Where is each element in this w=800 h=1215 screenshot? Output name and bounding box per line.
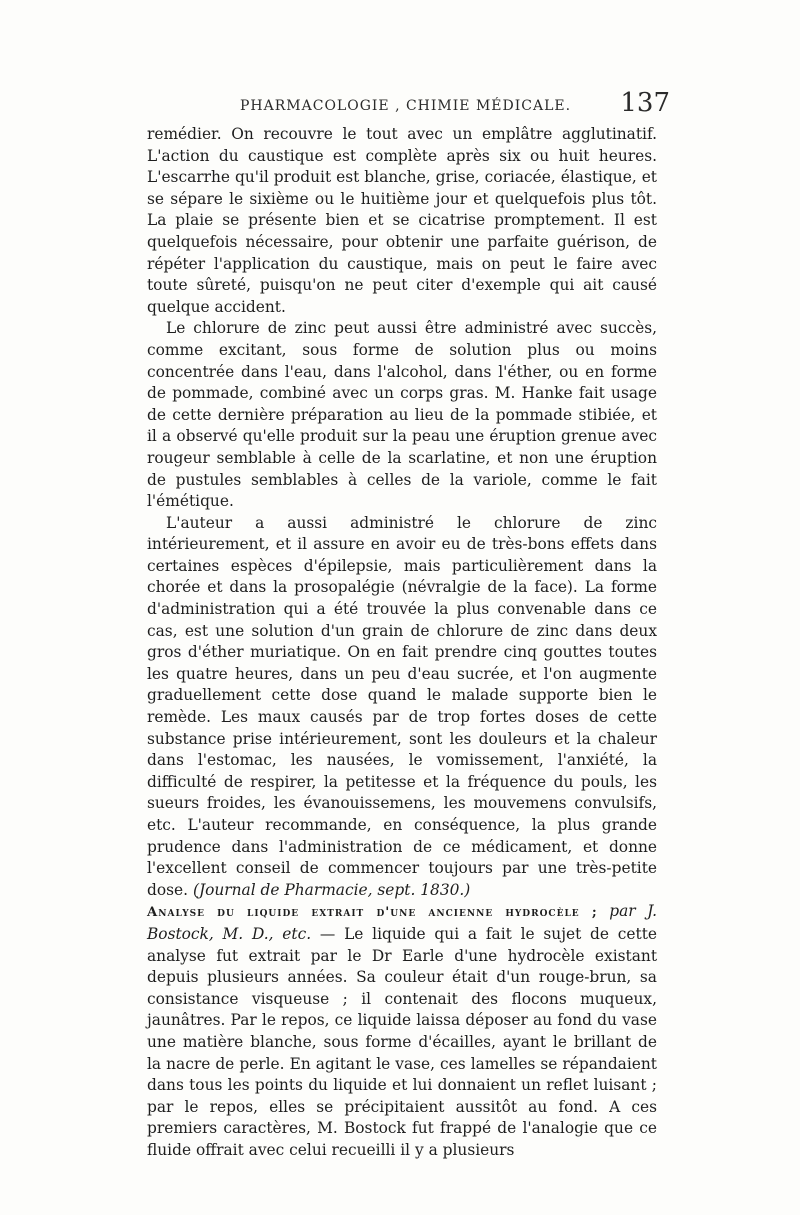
paragraph-zinc-chloride-excitant: Le chlorure de zinc peut aussi être administré avec succès, comme excitant, sous forme de solution plus ou moins concentrée dans l'eau, dans l'alcohol, dans l'éther, ou en forme de pommade, combiné avec un corps gras. M. Hanke fait usage de cette dernière préparation au lieu de la pommade stibiée, et il a observé qu'elle produit sur la peau une éruption grenue avec rougeur semblable à celle de la scarlatine, et non une éruption de pustules semblables à celles de la variole, comme le fait l'émétique. (147, 319, 657, 511)
paragraph-hydrocele-text: — Le liquide qui a fait le sujet de cette analyse fut extrait par le Dr Earle d'une hydrocèle existant depuis plusieurs années. Sa couleur était d'un rouge-brun, sa consistance visqueuse ; il contenait des flocons muqueux, jaunâtres. Par le repos, ce liquide laissa déposer au fond du vase une matière blanche, sous forme d'écailles, ayant le brillant de la nacre de perle. En agitant le vase, ces lamelles se répandaient dans tous les points du liquide et lui donnaient un reflet luisant ; par le repos, elles se précipitaient aussitôt au fond. A ces premiers caractères, M. Bostock fut frappé de l'analogie que ce fluide offrait avec celui recueilli il y a plusieurs (147, 924, 657, 1159)
journal-citation: (Journal de Pharmacie, sept. 1830.) (192, 880, 471, 899)
section-heading: Analyse du liquide extrait d'une ancienne hydrocèle ; (147, 905, 598, 921)
paragraph-hydrocele-analysis (147, 901, 657, 1161)
paragraph-zinc-chloride-internal (147, 513, 657, 902)
page-number: 137 (620, 88, 670, 118)
body-text (147, 124, 657, 1162)
section-author: par J. Bostock, M. D., etc. (147, 902, 657, 943)
paragraph-caustic: remédier. On recouvre le tout avec un emplâtre agglutinatif. L'action du caustique est complète après six ou huit heures. L'escarrhe qu'il produit est blanche, grise, coriacée, élastique, et se sépare le sixième ou le huitième jour et quelquefois plus tôt. La plaie se présente bien et se cicatrise promptement. Il est quelquefois nécessaire, pour obtenir une parfaite guérison, de répéter l'application du caustique, mais on peut le faire avec toute sûreté, puisqu'on ne peut citer d'exemple qui ait causé quelque accident. (147, 125, 657, 316)
running-title: PHARMACOLOGIE , CHIMIE MÉDICALE. (240, 98, 572, 114)
paragraph-zinc-chloride-internal-text: L'auteur a aussi administré le chlorure de zinc intérieurement, et il assure en avoir eu de très-bons effets dans certaines espèces d'épilepsie, mais particulièrement dans la chorée et dans la prosopalégie (névralgie de la face). La forme d'administration qui a été trouvée la plus convenable dans ce cas, est une solution d'un grain de chlorure de zinc dans deux gros d'éther muriatique. On en fait prendre cinq gouttes toutes les quatre heures, dans un peu d'eau sucrée, et l'on augmente graduellement cette dose quand le malade supporte bien le remède. Les maux causés par de trop fortes doses de cette substance prise intérieurement, sont les douleurs et la chaleur dans l'estomac, les nausées, le vomissement, l'anxiété, la difficulté de respirer, la petitesse et la fréquence du pouls, les sueurs froides, les évanouissemens, les mouvemens convulsifs, etc. L'auteur recommande, en conséquence, la plus grande prudence dans l'administration de ce médicament, et donne l'excellent conseil de commencer toujours par une très-petite dose. (147, 513, 657, 899)
page-header (190, 90, 670, 120)
